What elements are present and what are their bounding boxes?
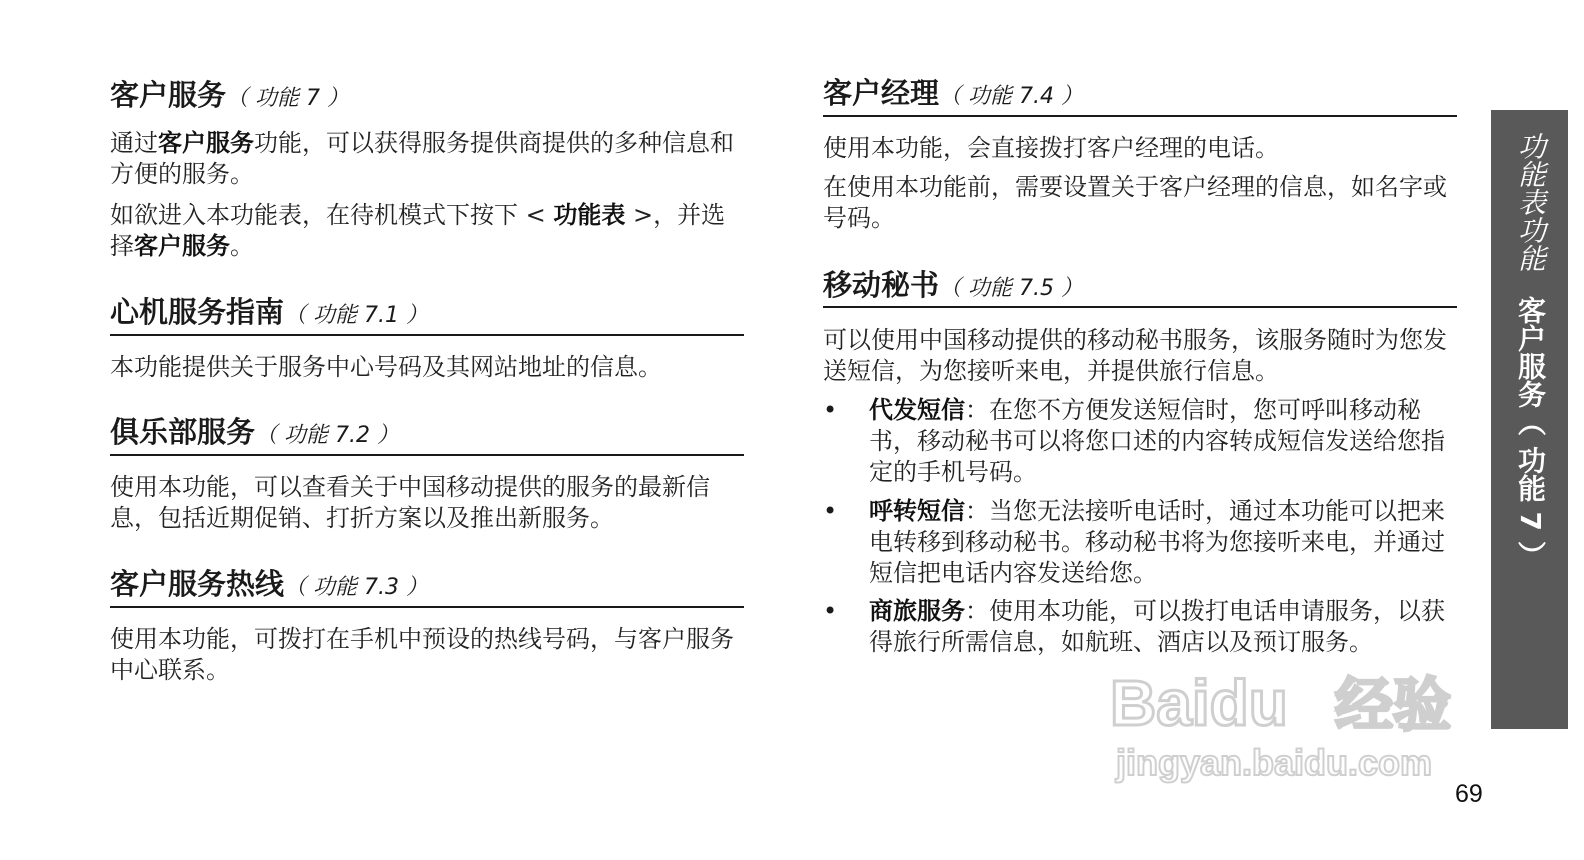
paragraph: 本功能提供关于服务中心号码及其网站地址的信息。 (110, 353, 662, 381)
watermark-brand: Baidu (1110, 667, 1288, 739)
paragraph: 使用本功能，可拨打在手机中预设的热线号码，与客户服务中心联系。 (110, 625, 734, 684)
bullet-icon: • (823, 497, 838, 525)
section-divider (110, 454, 744, 456)
paragraph: 如欲进入本功能表，在待机模式下按下 < 功能表 >，并选择客户服务。 (110, 201, 726, 260)
section-divider (823, 115, 1457, 117)
section-number: （ 功能 7 ） (226, 86, 349, 111)
section-number: （ 功能 7.3 ） (284, 575, 428, 600)
paragraph: 使用本功能，会直接拨打客户经理的电话。 (823, 134, 1279, 162)
page-number: 69 (1455, 780, 1483, 808)
side-tab-chapter: 功能表功能 (1514, 132, 1547, 272)
section-divider (823, 306, 1457, 308)
side-tab-section: 客户服务（ 功能 7 ） (1514, 296, 1547, 569)
section-number: （ 功能 7.5 ） (939, 276, 1083, 301)
watermark-url: jingyan.baidu.com (1116, 742, 1433, 783)
section-title-text: 客户服务热线 (110, 567, 285, 601)
section-title-club-service (110, 415, 399, 453)
section-divider (110, 606, 744, 608)
bullet-icon: • (823, 597, 838, 625)
paragraph: 通过客户服务功能，可以获得服务提供商提供的多种信息和方便的服务。 (110, 129, 734, 188)
paragraph: 使用本功能，可以查看关于中国移动提供的服务的最新信息，包括近期促销、打折方案以及推出新服务。 (110, 473, 710, 532)
section-divider (110, 334, 744, 336)
section-title-text: 心机服务指南 (110, 295, 285, 329)
baidu-watermark-logo (1110, 655, 1480, 785)
watermark-brand-cn: 经验 (1335, 671, 1452, 739)
chapter-side-tab (1491, 110, 1568, 729)
paragraph: 在使用本功能前，需要设置关于客户经理的信息，如名字或号码。 (823, 173, 1447, 232)
section-title-text: 客户服务 (110, 78, 227, 112)
section-number: （ 功能 7.4 ） (939, 84, 1083, 109)
section-title-customer-service (110, 78, 349, 116)
section-title-heart-service-guide (110, 295, 428, 333)
section-title-mobile-secretary (823, 268, 1083, 306)
section-title-text: 俱乐部服务 (110, 415, 256, 449)
section-title-hotline (110, 567, 428, 605)
section-number: （ 功能 7.2 ） (255, 423, 399, 448)
section-title-text: 客户经理 (823, 76, 940, 110)
section-number: （ 功能 7.1 ） (284, 303, 428, 328)
section-title-account-manager (823, 76, 1083, 114)
bullet-icon: • (823, 396, 838, 424)
paragraph: 可以使用中国移动提供的移动秘书服务，该服务随时为您发送短信，为您接听来电，并提供旅行信息。 (823, 326, 1447, 385)
section-title-text: 移动秘书 (823, 268, 940, 302)
